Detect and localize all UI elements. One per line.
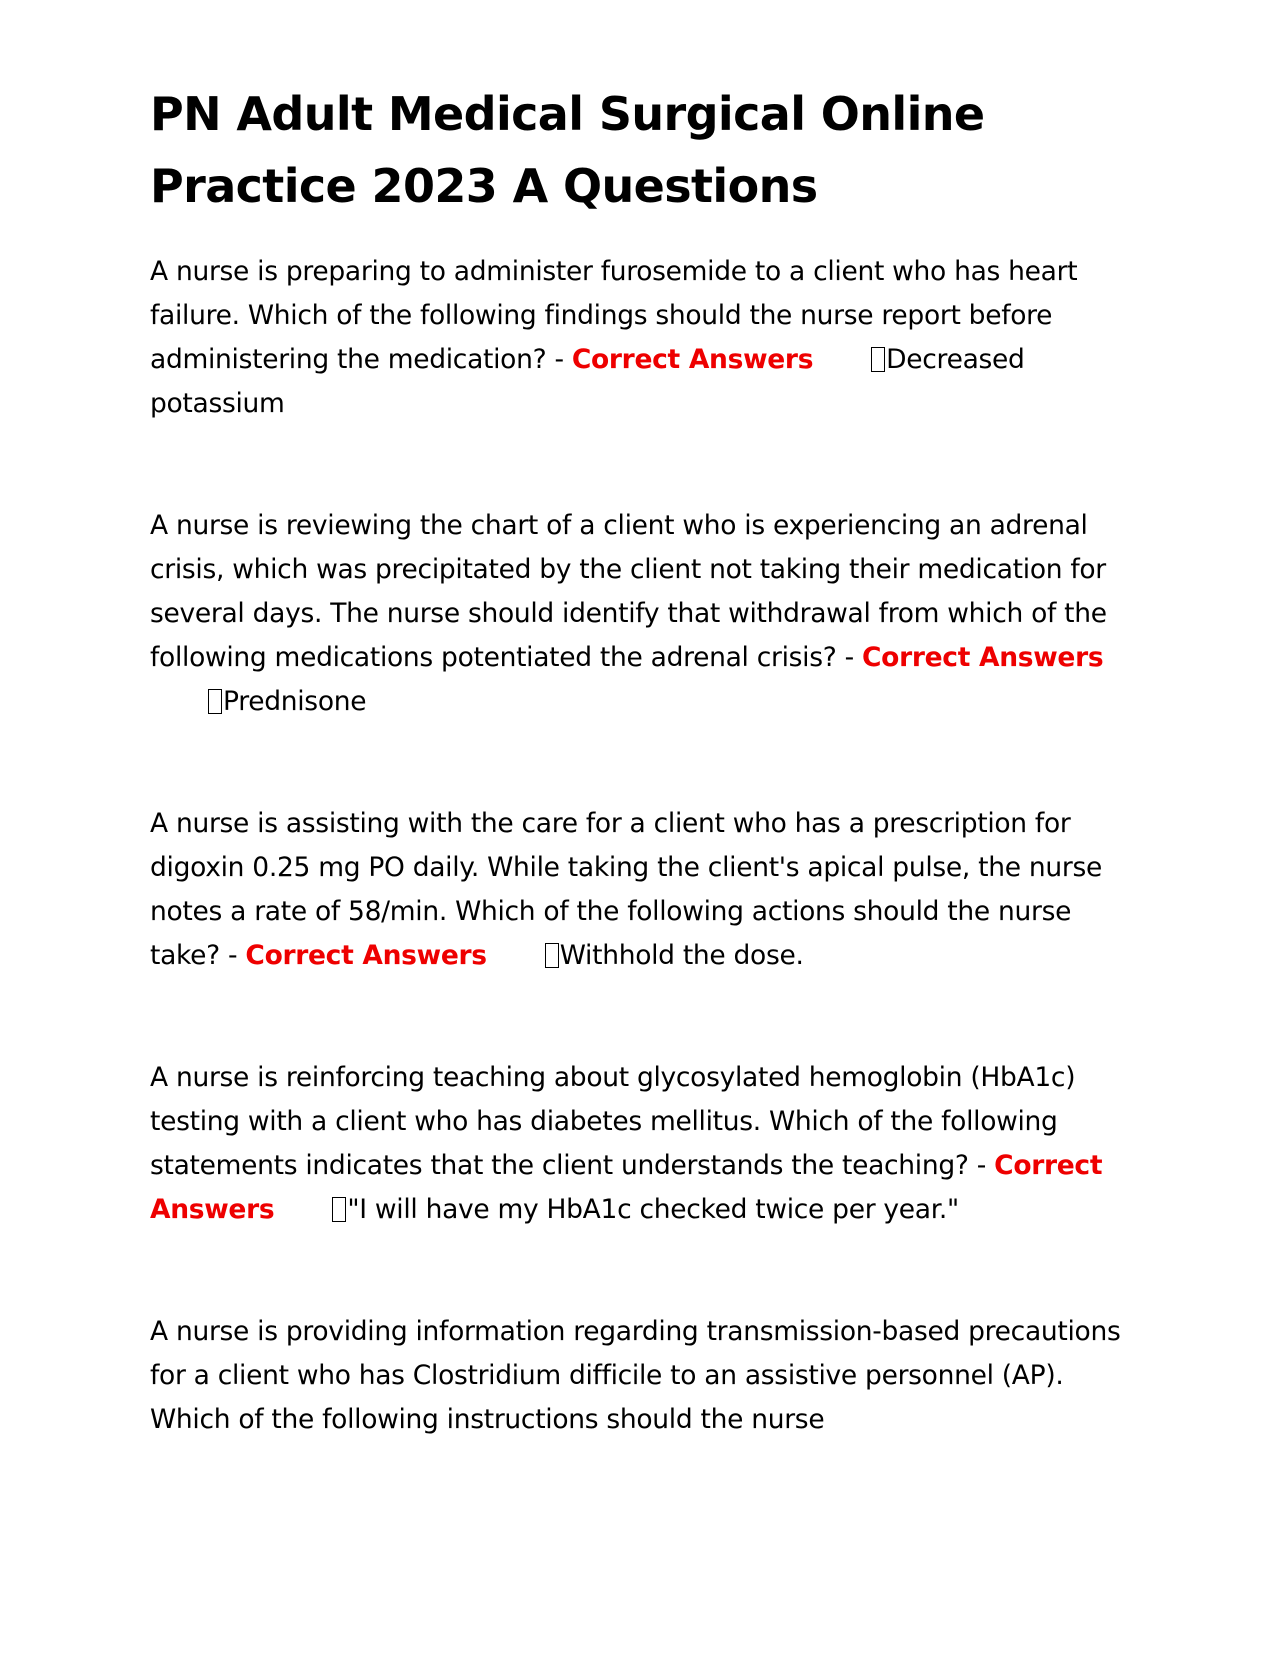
correct-answers-label: Correct Answers	[245, 940, 487, 971]
question-text: A nurse is preparing to administer furosemide to a client who has heart failure. Which of the following findings should the nurse report before administering the medication? -	[150, 256, 1078, 375]
answer-text: Decreased potassium	[150, 344, 1025, 419]
qa-item-1	[150, 250, 1140, 426]
missing-glyph-box-icon	[545, 943, 559, 968]
question-text: A nurse is assisting with the care for a client who has a prescription for digoxin 0.25 mg PO daily. While taking the client's apical pulse, the nurse notes a rate of 58/min. Which of the following actions should the nurse take? -	[150, 808, 1102, 971]
qa-item-2	[150, 504, 1140, 724]
correct-answers-label: Correct Answers	[862, 642, 1104, 673]
question-text: A nurse is reinforcing teaching about glycosylated hemoglobin (HbA1c) testing with a client who has diabetes mellitus. Which of the following statements indicates that the client understands the teaching? -	[150, 1062, 1076, 1181]
qa-item-5	[150, 1310, 1140, 1442]
correct-answers-label: Correct Answers	[571, 344, 814, 375]
missing-glyph-box-icon	[871, 347, 885, 372]
qa-item-4	[150, 1056, 1140, 1232]
answer-text: Prednisone	[223, 686, 367, 717]
document-page	[150, 78, 1140, 1520]
question-text: A nurse is reviewing the chart of a client who is experiencing an adrenal crisis, which was precipitated by the client not taking their medication for several days. The nurse should identify that withdrawal from which of the following medications potentiated the adrenal crisis? -	[150, 510, 1107, 673]
answer-text: Withhold the dose.	[559, 940, 804, 971]
missing-glyph-box-icon	[208, 689, 222, 714]
document-title: PN Adult Medical Surgical Online Practice 2023 A Questions	[150, 87, 985, 213]
question-text: A nurse is providing information regarding transmission-based precautions for a client who has Clostridium difficile to an assistive personnel (AP). Which of the following instructions should the nurse	[150, 1316, 1121, 1435]
qa-item-3	[150, 802, 1140, 978]
correct-answers-label: Correct Answers	[150, 1150, 1103, 1225]
missing-glyph-box-icon	[332, 1197, 346, 1222]
answer-text: "I will have my HbA1c checked twice per year."	[347, 1194, 959, 1225]
